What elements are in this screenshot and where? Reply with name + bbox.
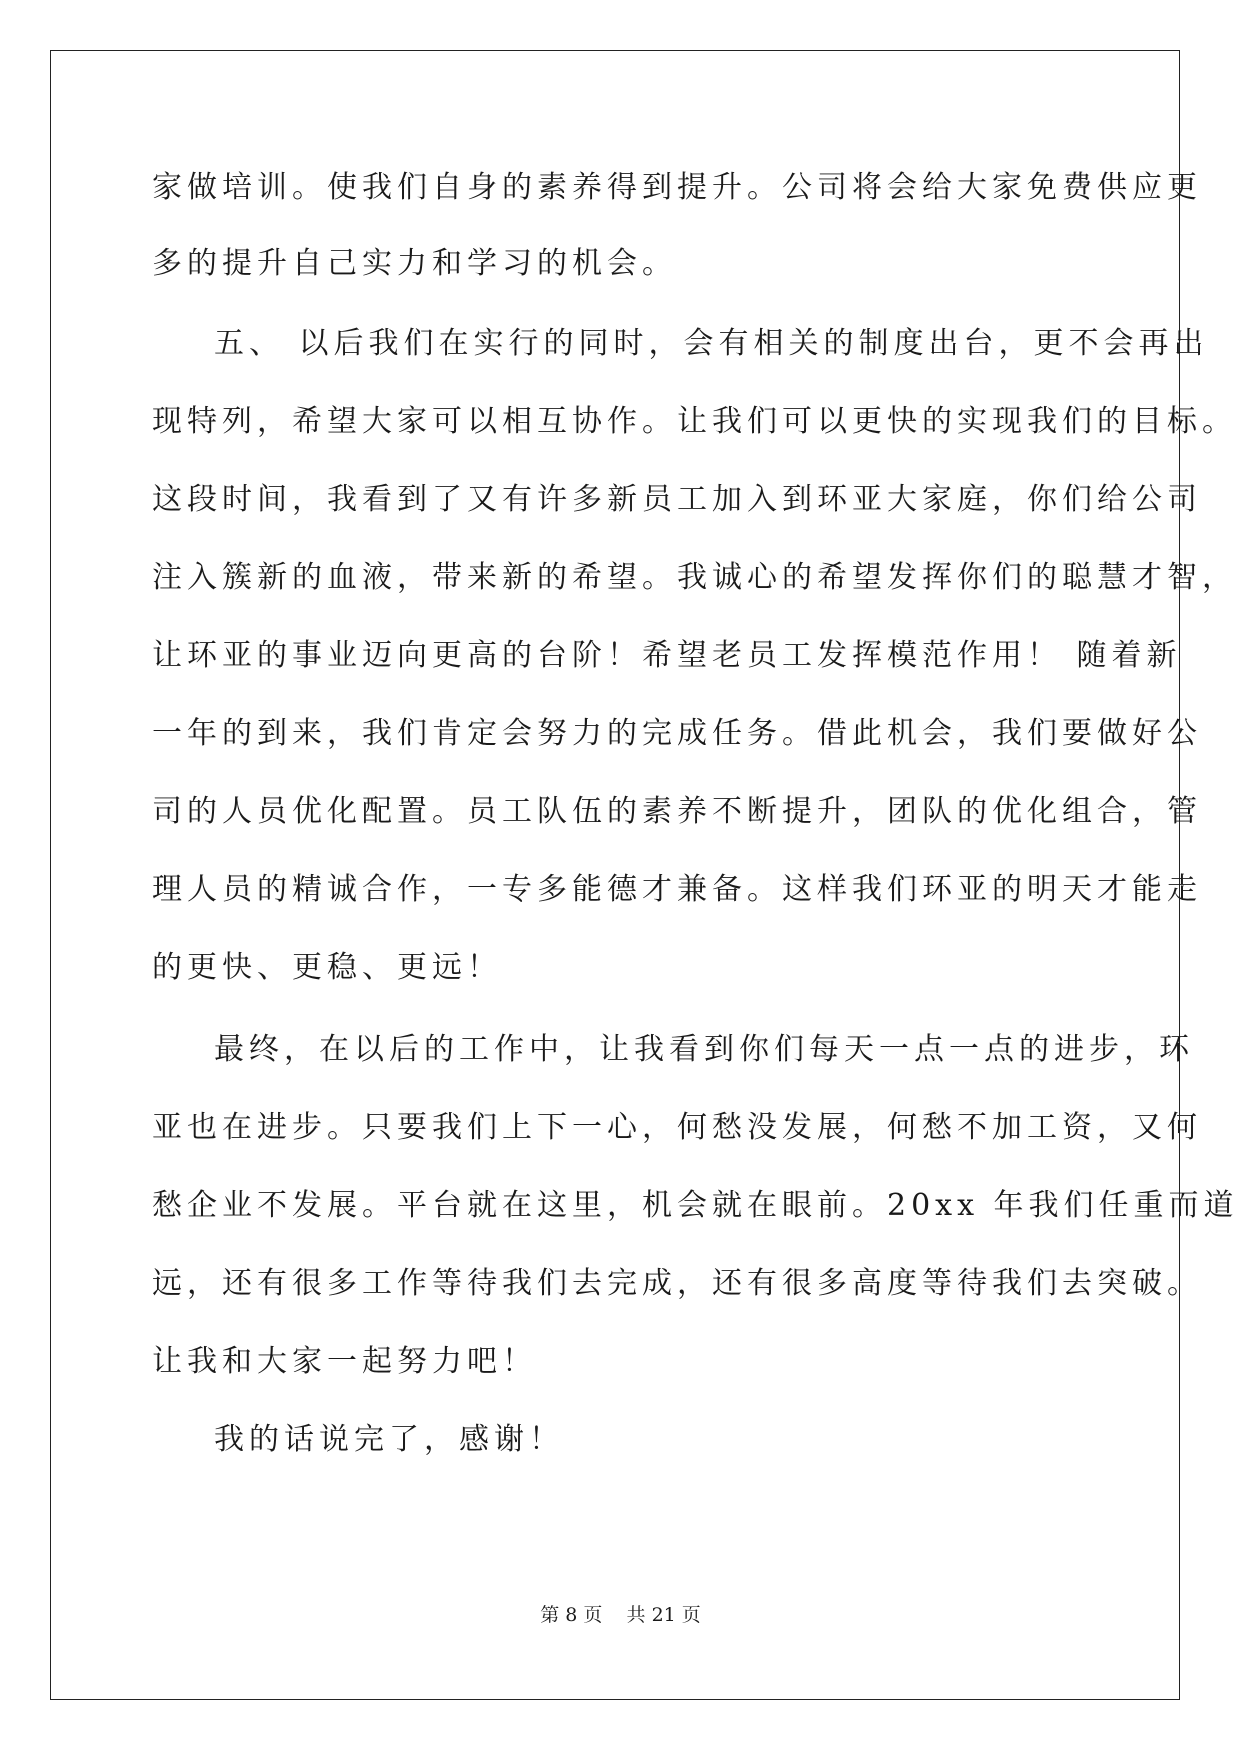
text-line: 注入簇新的血液，带来新的希望。我诚心的希望发挥你们的聪慧才智， (152, 560, 1237, 595)
section-five-line: 五、 以后我们在实行的同时，会有相关的制度出台，更不会再出 (214, 326, 1209, 361)
text-line: 让环亚的事业迈向更高的台阶！希望老员工发挥模范作用！ 随着新 (152, 638, 1182, 673)
text-line: 理人员的精诚合作，一专多能德才兼备。这样我们环亚的明天才能走 (152, 872, 1202, 907)
text-line: 亚也在进步。只要我们上下一心，何愁没发展，何愁不加工资，又何 (152, 1110, 1202, 1145)
text-line: 现特列，希望大家可以相互协作。让我们可以更快的实现我们的目标。 (152, 404, 1237, 439)
text-line: 让我和大家一起努力吧！ (152, 1344, 537, 1379)
closing-line: 我的话说完了，感谢！ (214, 1422, 564, 1457)
paragraph-start-line: 最终，在以后的工作中，让我看到你们每天一点一点的进步，环 (214, 1032, 1194, 1067)
text-line: 的更快、更稳、更远！ (152, 950, 502, 985)
text-line: 多的提升自己实力和学习的机会。 (152, 246, 677, 281)
page-number-footer: 第 8 页 共 21 页 (540, 1604, 701, 1626)
text-line: 愁企业不发展。平台就在这里，机会就在眼前。20xx 年我们任重而道 (152, 1188, 1239, 1223)
text-line: 远，还有很多工作等待我们去完成，还有很多高度等待我们去突破。 (152, 1266, 1202, 1301)
text-line: 这段时间，我看到了又有许多新员工加入到环亚大家庭，你们给公司 (152, 482, 1202, 517)
text-line: 一年的到来，我们肯定会努力的完成任务。借此机会，我们要做好公 (152, 716, 1202, 751)
text-line: 司的人员优化配置。员工队伍的素养不断提升，团队的优化组合，管 (152, 794, 1202, 829)
text-line: 家做培训。使我们自身的素养得到提升。公司将会给大家免费供应更 (152, 170, 1202, 205)
